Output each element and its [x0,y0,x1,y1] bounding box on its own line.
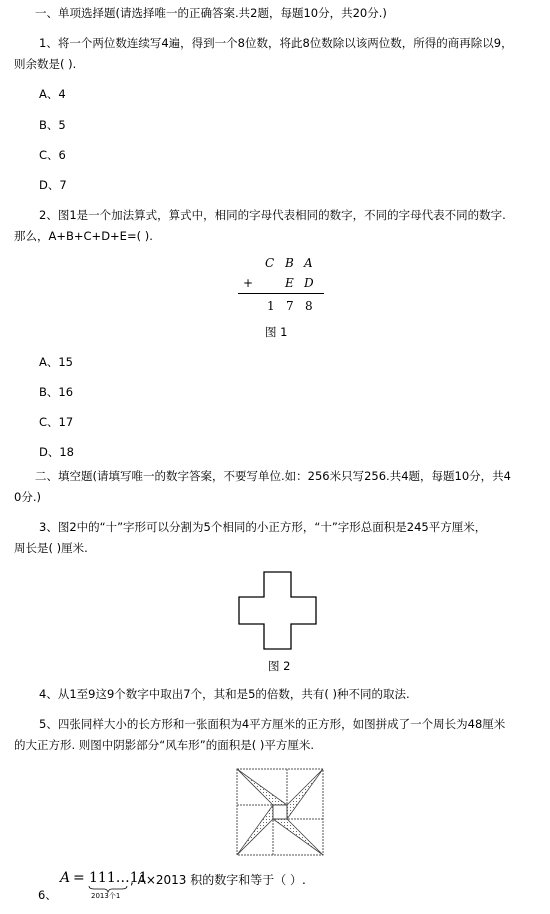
sum-r7: 7 [286,299,294,313]
figure1-caption: 图 1 [265,325,288,339]
q2-option-a: A、15 [39,355,74,369]
q6-equals: = [73,870,85,886]
section2-line2: 0分.) [14,490,41,504]
q1-option-a: A、4 [39,87,66,101]
q6-ones: 111…11 [89,870,148,886]
figure2-caption: 图 2 [268,659,291,673]
q6-underbrace-label: 2013个1 [91,892,121,900]
sum-line [238,292,324,295]
q5-line2: 的大正方形. 则图中阴影部分“风车形”的面积是( )平方厘米. [14,738,315,752]
q1-option-d: D、7 [39,178,67,192]
q2-option-c: C、17 [39,415,74,429]
sum-plus: + [243,276,254,290]
q1-option-c: C、6 [39,148,66,162]
q2-line2: 那么，A+B+C+D+E=( ). [14,229,153,243]
sum-r8: 8 [305,299,313,313]
q2-option-d: D、18 [39,445,74,459]
section1-heading: 一、单项选择题(请选择唯一的正确答案.共2题，每题10分，共20分.) [35,6,387,20]
cross-figure [238,571,318,651]
sum-b: B [285,256,294,270]
q1-option-b: B、5 [39,118,66,132]
sum-d: D [304,276,314,290]
pinwheel-figure [236,768,324,856]
q1-line2: 则余数是( ). [14,57,77,71]
q3-line2: 周长是( )厘米. [14,541,88,555]
sum-a: A [304,256,313,270]
q1-line1: 1、将一个两位数连续写4遍，得到一个8位数，将此8位数除以该两位数，所得的商再除以9， [39,36,513,50]
q2-option-b: B、16 [39,385,74,399]
q3-line1: 3、图2中的“十”字形可以分割为5个相同的小正方形，“十”字形总面积是245平方厘米， [39,520,487,534]
q4-line: 4、从1至9这9个数字中取出7个，其和是5的倍数，共有( )种不同的取法. [39,687,410,701]
q6-number: 6、 [38,888,57,902]
sum-e: E [285,276,294,290]
q2-line1: 2、图1是一个加法算式，算式中，相同的字母代表相同的数字，不同的字母代表不同的数字. [39,208,506,222]
sum-c: C [265,256,275,270]
q5-line1: 5、四张同样大小的长方形和一张面积为4平方厘米的正方形，如图拼成了一个周长为48厘米 [39,717,506,731]
q6-expression: , A×2013 积的数字和等于（ ）. [130,873,306,887]
section2-line1: 二、填空题(请填写唯一的数字答案，不要写单位.如：256米只写256.共4题，每题10分，共4 [35,469,511,483]
q6-var-a: A [60,870,71,886]
sum-r1: 1 [267,299,275,313]
